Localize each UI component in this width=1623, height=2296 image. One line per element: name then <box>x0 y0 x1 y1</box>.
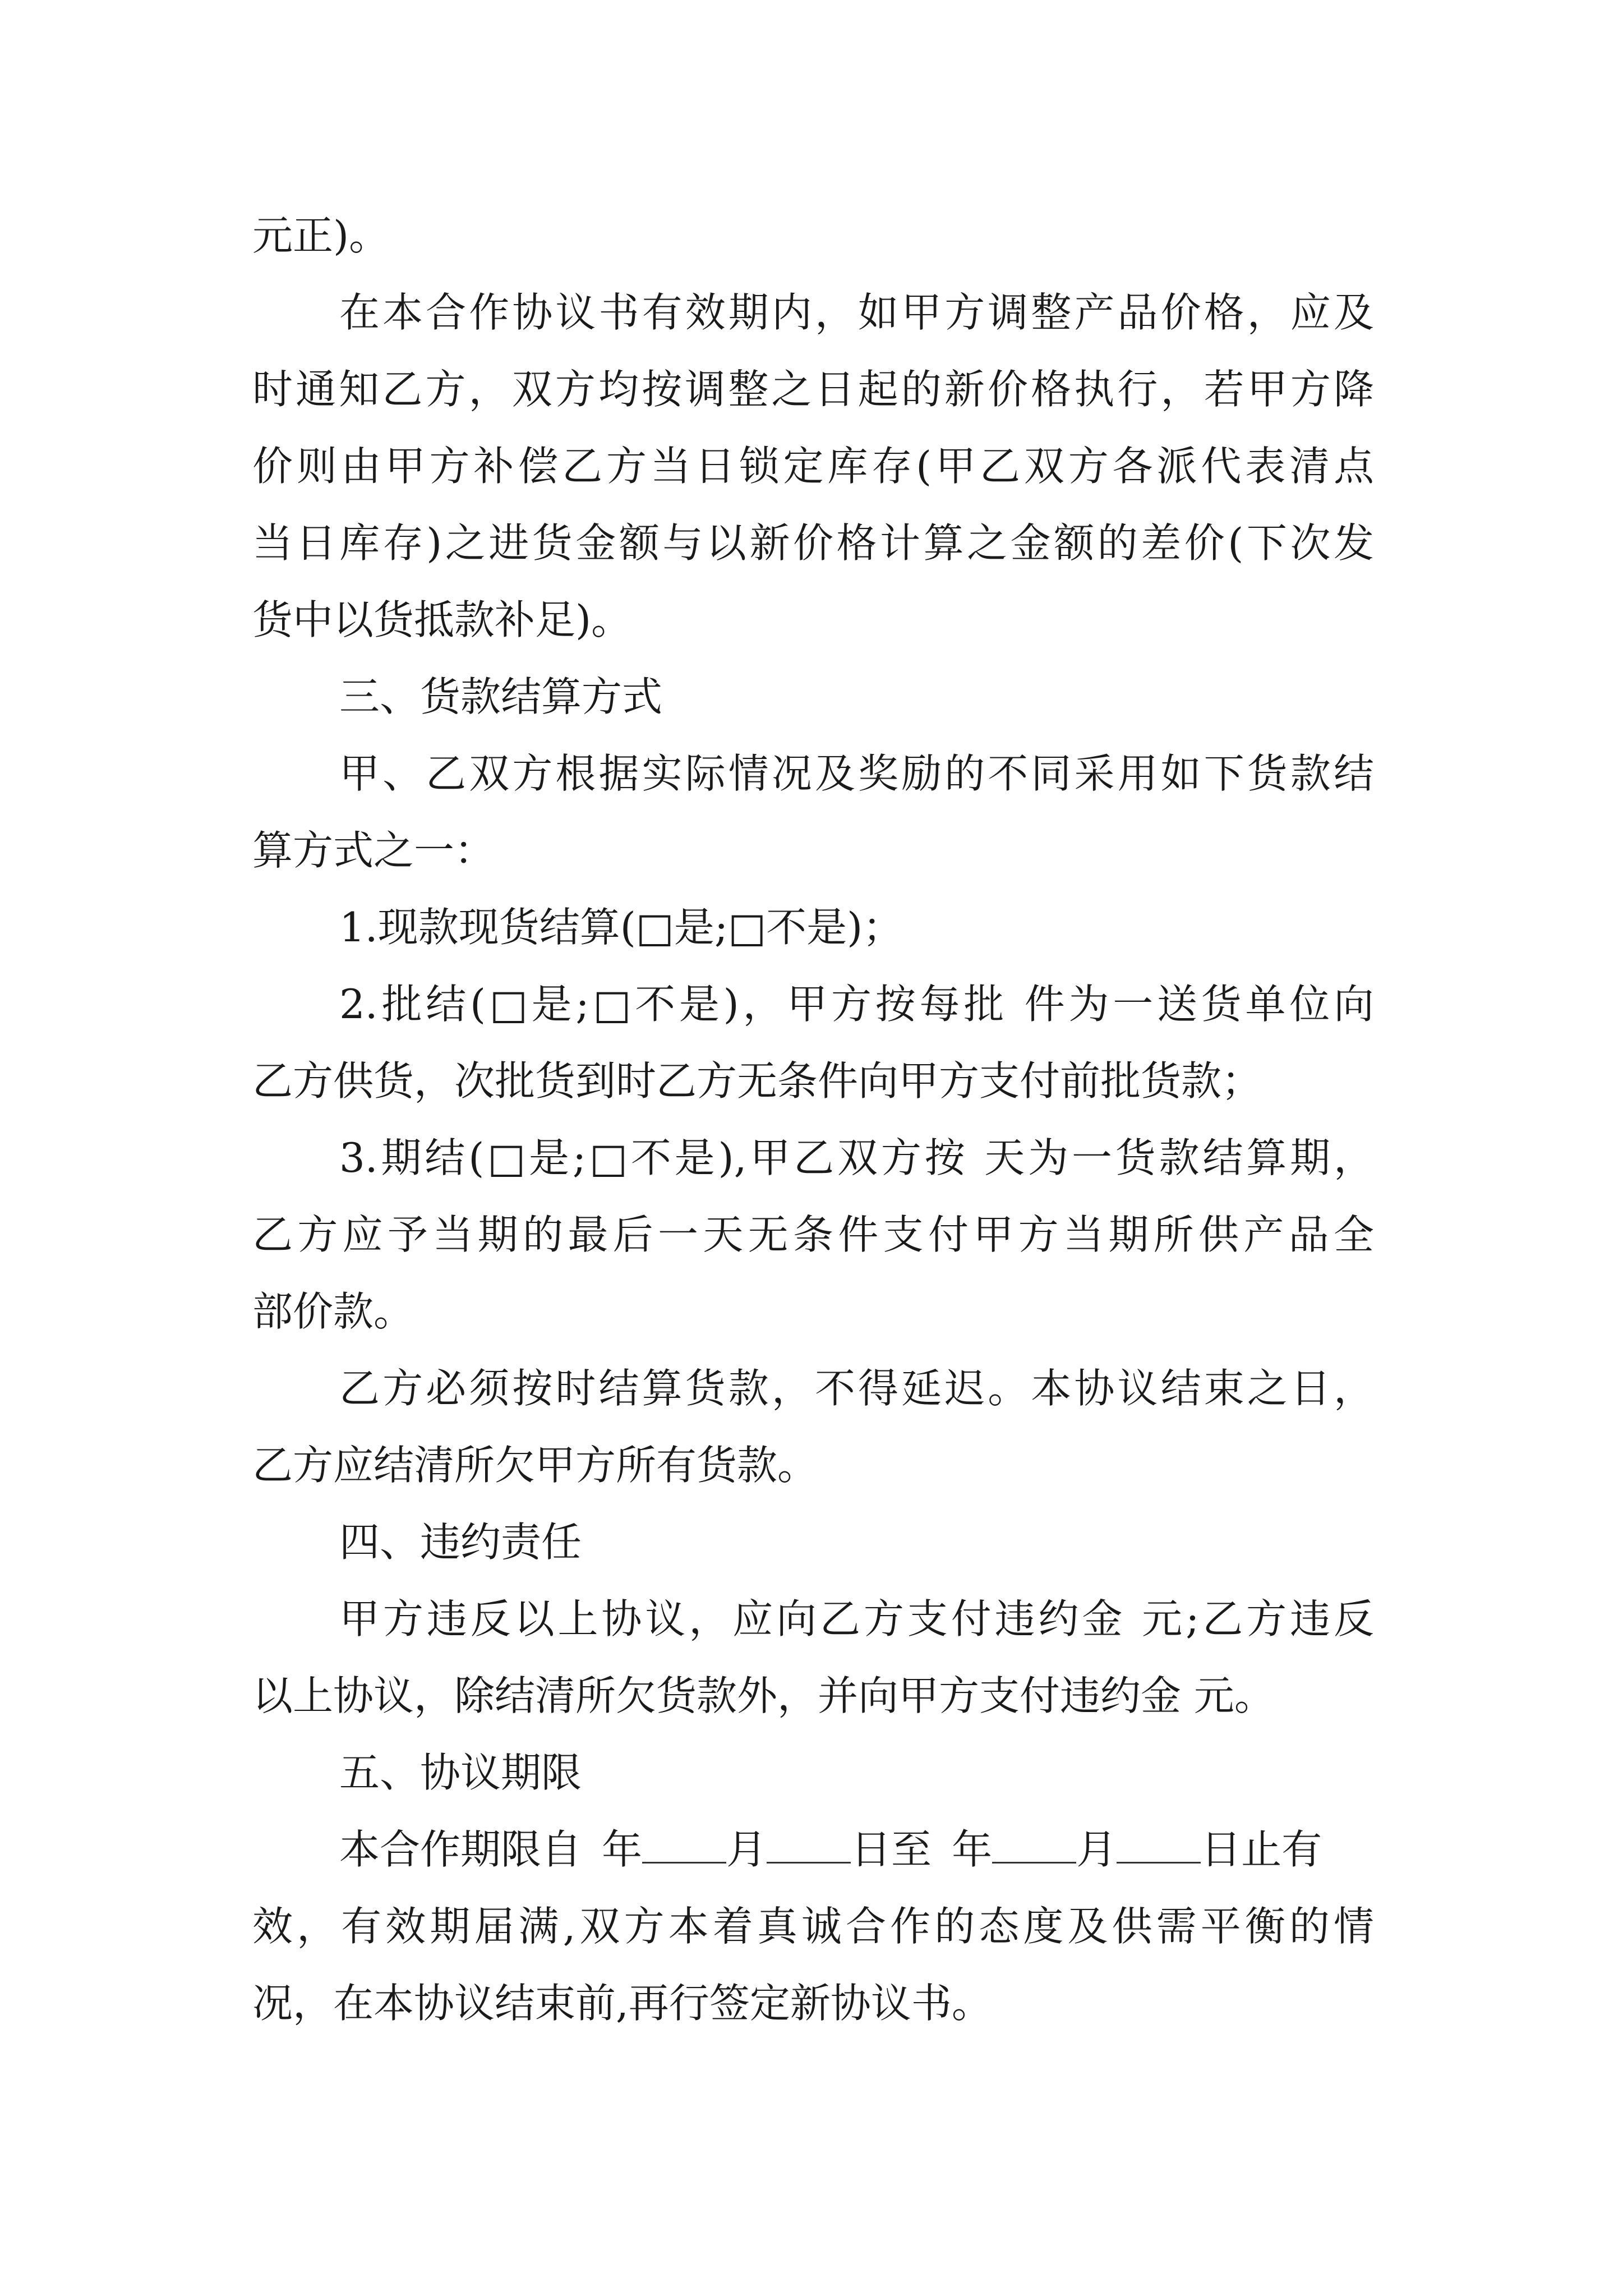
text-line <box>252 1964 1374 2042</box>
paragraph-text: 乙方应结清所欠甲方所有货款。 <box>252 1442 818 1489</box>
paragraph-text: 甲、乙双方根据实际情况及奖励的不同采用如下货款结 <box>339 750 1374 797</box>
paragraph-text: 以上协议，除结清所欠货款外，并向甲方支付违约金 元。 <box>252 1672 1275 1719</box>
list-item <box>339 1119 1374 1197</box>
day-to-label: 日至 <box>851 1826 932 1873</box>
day-end-label: 日止有 <box>1201 1826 1322 1873</box>
text-line <box>252 1042 1374 1120</box>
section-heading <box>339 1733 1374 1812</box>
month-label: 月 <box>1076 1826 1117 1873</box>
paragraph-text: 元正)。 <box>252 212 390 259</box>
year-label: 年 <box>952 1826 993 1873</box>
text-line <box>252 427 1374 505</box>
text-line <box>252 1195 1374 1274</box>
text-line <box>339 734 1374 813</box>
list-item-text: 1.现款现货结算(□是;□不是)； <box>339 904 903 951</box>
paragraph-text: 甲方违反以上协议，应向乙方支付违约金 元;乙方违反 <box>339 1595 1374 1642</box>
day-blank[interactable] <box>1117 1827 1201 1864</box>
list-item-text: 2.批结(□是;□不是)，甲方按每批 件为一送货单位向 <box>339 981 1374 1028</box>
text-line <box>252 504 1374 582</box>
heading-text: 五、协议期限 <box>339 1749 582 1796</box>
year-label: 年 <box>602 1826 643 1873</box>
text-line <box>252 1657 1374 1735</box>
text-line <box>252 1887 1374 1966</box>
month-blank[interactable] <box>642 1827 726 1864</box>
list-item <box>339 888 1374 967</box>
paragraph-text: 时通知乙方，双方均按调整之日起的新价格执行，若甲方降 <box>252 366 1374 413</box>
paragraph-text: 货中以货抵款补足)。 <box>252 596 632 643</box>
text-line <box>339 1349 1374 1428</box>
term-prefix: 本合作期限自 <box>339 1826 582 1873</box>
text-line <box>252 350 1374 429</box>
paragraph-text: 当日库存)之进货金额与以新价格计算之金额的差价(下次发 <box>252 519 1374 567</box>
paragraph-text: 在本合作协议书有效期内，如甲方调整产品价格，应及 <box>339 289 1374 336</box>
heading-text: 四、违约责任 <box>339 1519 582 1566</box>
list-item <box>339 965 1374 1043</box>
text-line <box>252 581 1374 659</box>
section-heading <box>339 657 1374 736</box>
paragraph-text: 效，有效期届满,双方本着真诚合作的态度及供需平衡的情 <box>252 1903 1374 1950</box>
month-label: 月 <box>726 1826 767 1873</box>
text-line <box>252 273 1374 352</box>
paragraph-text: 部价款。 <box>252 1288 414 1335</box>
text-line <box>252 196 1374 275</box>
text-line <box>252 811 1374 890</box>
paragraph-text: 乙方必须按时结算货款，不得延迟。本协议结束之日， <box>339 1365 1374 1412</box>
month-blank[interactable] <box>992 1827 1076 1864</box>
term-line <box>339 1810 1374 1889</box>
heading-text: 三、货款结算方式 <box>339 673 663 720</box>
paragraph-text: 况，在本协议结束前,再行签定新协议书。 <box>252 1980 992 2027</box>
day-blank[interactable] <box>767 1827 851 1864</box>
text-line <box>252 1272 1374 1351</box>
list-item-text: 3.期结(□是;□不是),甲乙双方按 天为一货款结算期， <box>339 1134 1374 1181</box>
section-heading <box>339 1503 1374 1581</box>
paragraph-text: 乙方供货，次批货到时乙方无条件向甲方支付前批货款； <box>252 1057 1262 1105</box>
paragraph-text: 价则由甲方补偿乙方当日锁定库存(甲乙双方各派代表清点 <box>252 443 1374 490</box>
paragraph-text: 算方式之一： <box>252 827 495 874</box>
text-line <box>339 1580 1374 1658</box>
paragraph-text: 乙方应予当期的最后一天无条件支付甲方当期所供产品全 <box>252 1211 1374 1258</box>
text-line <box>252 1426 1374 1504</box>
